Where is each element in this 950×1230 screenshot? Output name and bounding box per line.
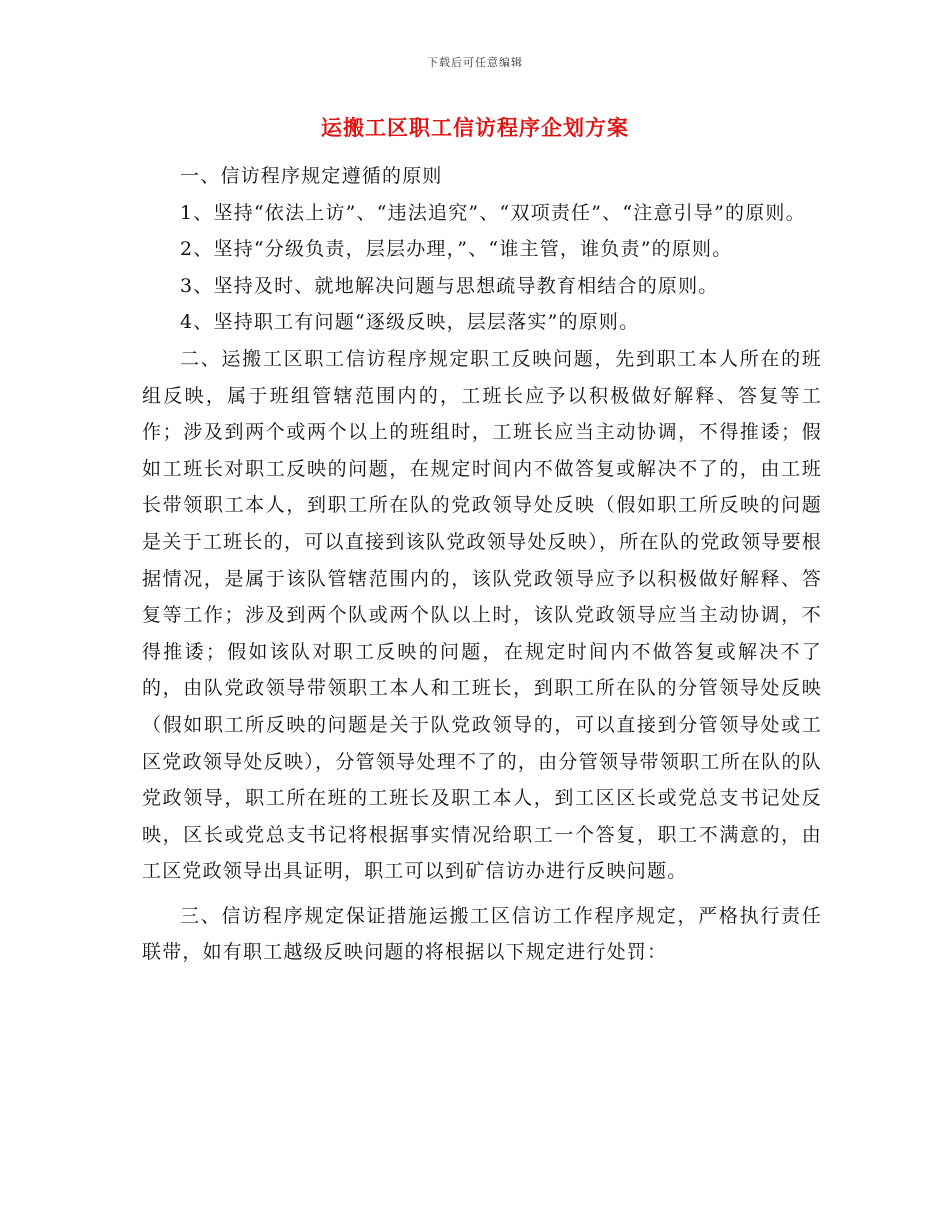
document-title: 运搬工区职工信访程序企划方案: [321, 115, 629, 140]
principle-item: 1、坚持“依法上访”、“违法追究”、“双项责任”、“注意引导”的原则。: [180, 201, 806, 224]
section-procedure-paragraph: 二、运搬工区职工信访程序规定职工反映问题，先到职工本人所在的班组反映，属于班组管辖范围内的，工班长应予以积极做好解释、答复等工作；涉及到两个或两个以上的班组时，工班长应当主动协调，不得推诿；假如工班长对职工反映的问题，在规定时间内不做答复或解决不了的，由工班长带领职工本人，到职工所在队的党政领导处反映（假如职工所反映的问题是关于工班长的，可以直接到该队党政领导处反映），所在队的党政领导要根据情况，是属于该队管辖范围内的，该队党政领导应予以积极做好解释、答复等工作；涉及到两个队或两个队以上时，该队党政领导应当主动协调，不得推诿；假如该队对职工反映的问题，在规定时间内不做答复或解决不了的，由队党政领导带领职工本人和工班长，到职工所在队的分管领导处反映（假如职工所反映的问题是关于队党政领导的，可以直接到分管领导处或工区党政领导处反映），分管领导处理不了的，由分管领导带领职工所在队的队党政领导，职工所在班的工班长及职工本人，到工区区长或党总支书记处反映，区长或党总支书记将根据事实情况给职工一个答复，职工不满意的，由工区党政领导出具证明，职工可以到矿信访办进行反映问题。: [142, 347, 822, 883]
section-heading-principles: 一、信访程序规定遵循的原则: [180, 165, 443, 187]
section-measures-paragraph: 三、信访程序规定保证措施运搬工区信访工作程序规定，严格执行责任联带，如有职工越级反映问题的将根据以下规定进行处罚：: [142, 904, 822, 964]
principle-item: 4、坚持职工有问题“逐级反映，层层落实”的原则。: [180, 311, 640, 334]
principle-item: 3、坚持及时、就地解决问题与思想疏导教育相结合的原则。: [180, 274, 719, 297]
document-body: [142, 158, 822, 971]
header-note: 下载后可任意编辑: [427, 56, 523, 69]
principle-item: 2、坚持“分级负责，层层办理，”、“谁主管，谁负责”的原则。: [180, 238, 733, 261]
